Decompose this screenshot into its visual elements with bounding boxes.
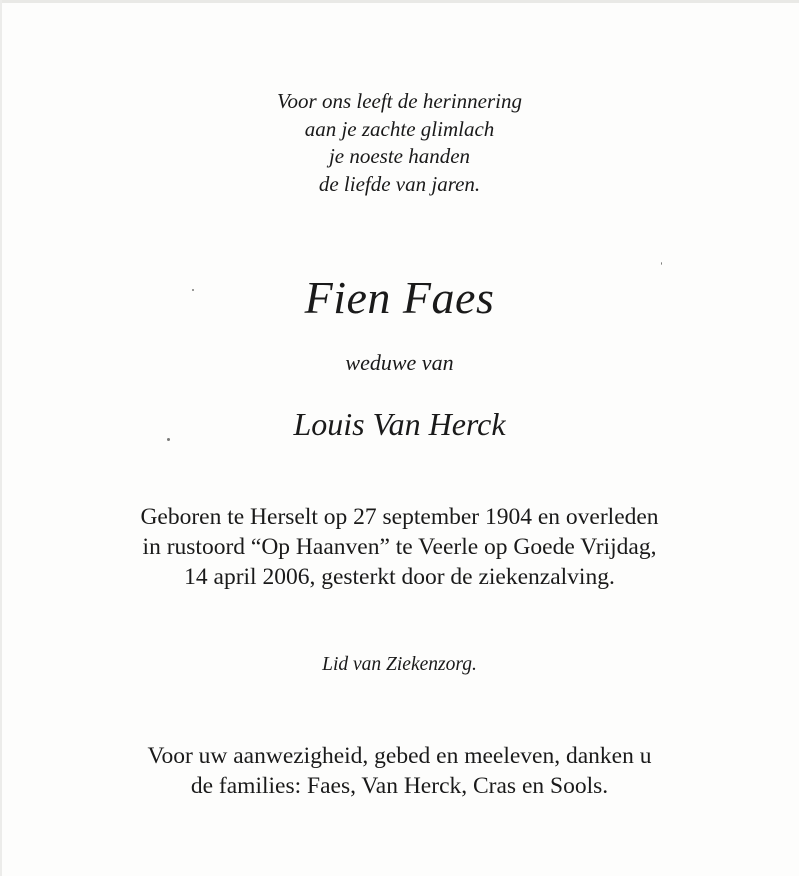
poem-line: aan je zachte glimlach [304,116,495,141]
poem-line: de liefde van jaren. [318,171,481,196]
relation-label: weduwe van [345,350,454,375]
paper-speck [167,438,170,441]
deceased-name: Fien Faes [304,272,495,323]
spouse-name: Louis Van Herck [293,406,506,442]
poem-line: je noeste handen [328,144,471,168]
scan-edge-top [0,0,799,3]
paper-speck [661,262,662,265]
membership-note: Lid van Ziekenzorg. [322,654,477,675]
thanks-message [0,741,799,801]
birth-death-announcement [0,502,799,592]
poem-line: Voor ons leeft de herinnering [277,89,522,113]
paper-speck [192,289,194,291]
announcement-line: Geboren te Herselt op 27 september 1904 en overleden [140,504,659,530]
thanks-line: de families: Faes, Van Herck, Cras en Sools. [190,773,609,799]
memorial-poem [0,88,799,198]
thanks-line: Voor uw aanwezigheid, gebed en meeleven, danken u [147,743,652,769]
announcement-line: 14 april 2006, gesterkt door de ziekenzalving. [184,564,615,590]
announcement-line: in rustoord “Op Haanven” te Veerle op Goede Vrijdag, [142,534,657,560]
